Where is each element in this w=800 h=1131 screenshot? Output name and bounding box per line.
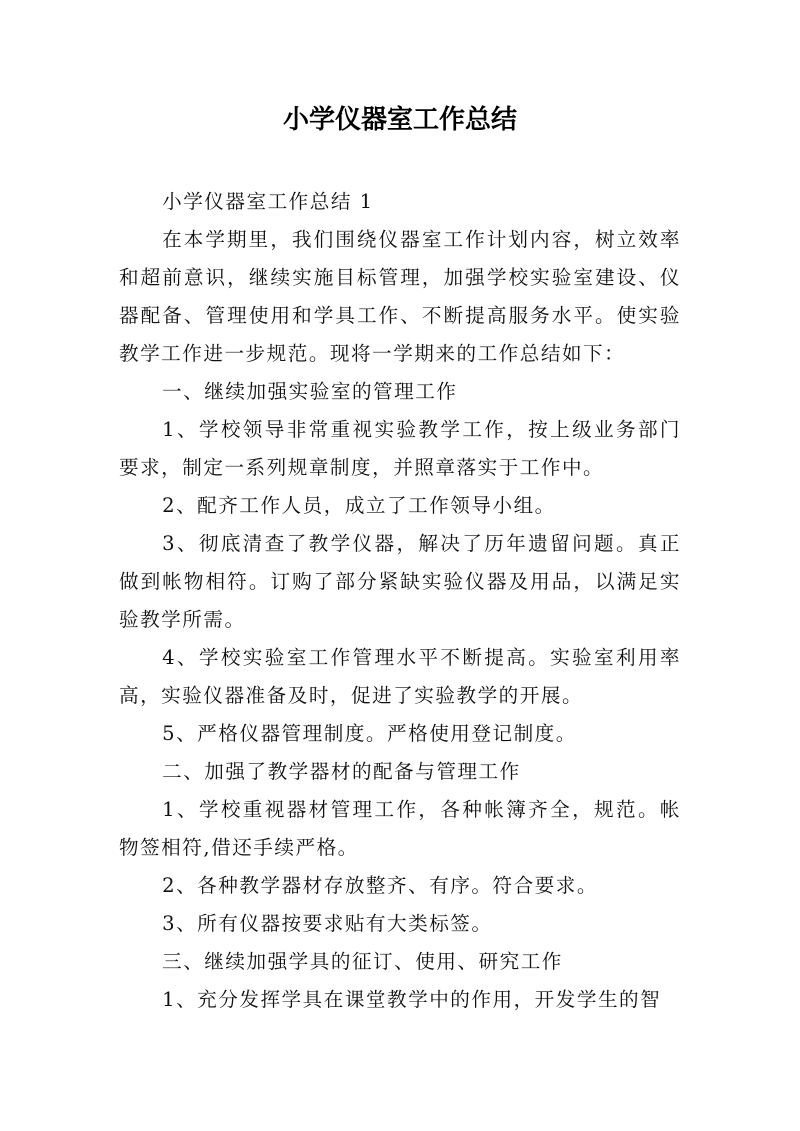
list-item: 1、学校领导非常重视实验教学工作，按上级业务部门要求，制定一系列规章制度，并照章落实于工作中。 [119,418,681,479]
section-heading: 三、继续加强学具的征订、使用、研究工作 [162,950,563,973]
list-item: 3、所有仪器按要求贴有大类标签。 [162,912,493,935]
list-item: 3、彻底清查了教学仪器，解决了历年遗留问题。真正做到帐物相符。订购了部分紧缺实验仪器及用品，以满足实验教学所需。 [119,532,681,631]
section-heading: 一、继续加强实验室的管理工作 [162,380,458,403]
list-item: 1、学校重视器材管理工作，各种帐簿齐全，规范。帐物签相符,借还手续严格。 [119,798,681,859]
document-title: 小学仪器室工作总结 [282,105,517,135]
document-body [119,183,681,1019]
section-heading: 二、加强了教学器材的配备与管理工作 [162,760,521,783]
section-heading: 小学仪器室工作总结 1 [162,190,374,213]
list-item: 4、学校实验室工作管理水平不断提高。实验室利用率高，实验仪器准备及时，促进了实验教学的开展。 [119,646,681,707]
list-item: 2、配齐工作人员，成立了工作领导小组。 [162,494,556,517]
list-item: 2、各种教学器材存放整齐、有序。符合要求。 [162,874,598,897]
intro-paragraph: 在本学期里，我们围绕仪器室工作计划内容，树立效率和超前意识，继续实施目标管理，加强学校实验室建设、仪器配备、管理使用和学具工作、不断提高服务水平。使实验教学工作进一步规范。现将一学期来的工作总结如下： [119,228,681,365]
list-item: 1、充分发挥学具在课堂教学中的作用，开发学生的智 [162,988,662,1011]
list-item: 5、严格仪器管理制度。严格使用登记制度。 [162,722,577,745]
